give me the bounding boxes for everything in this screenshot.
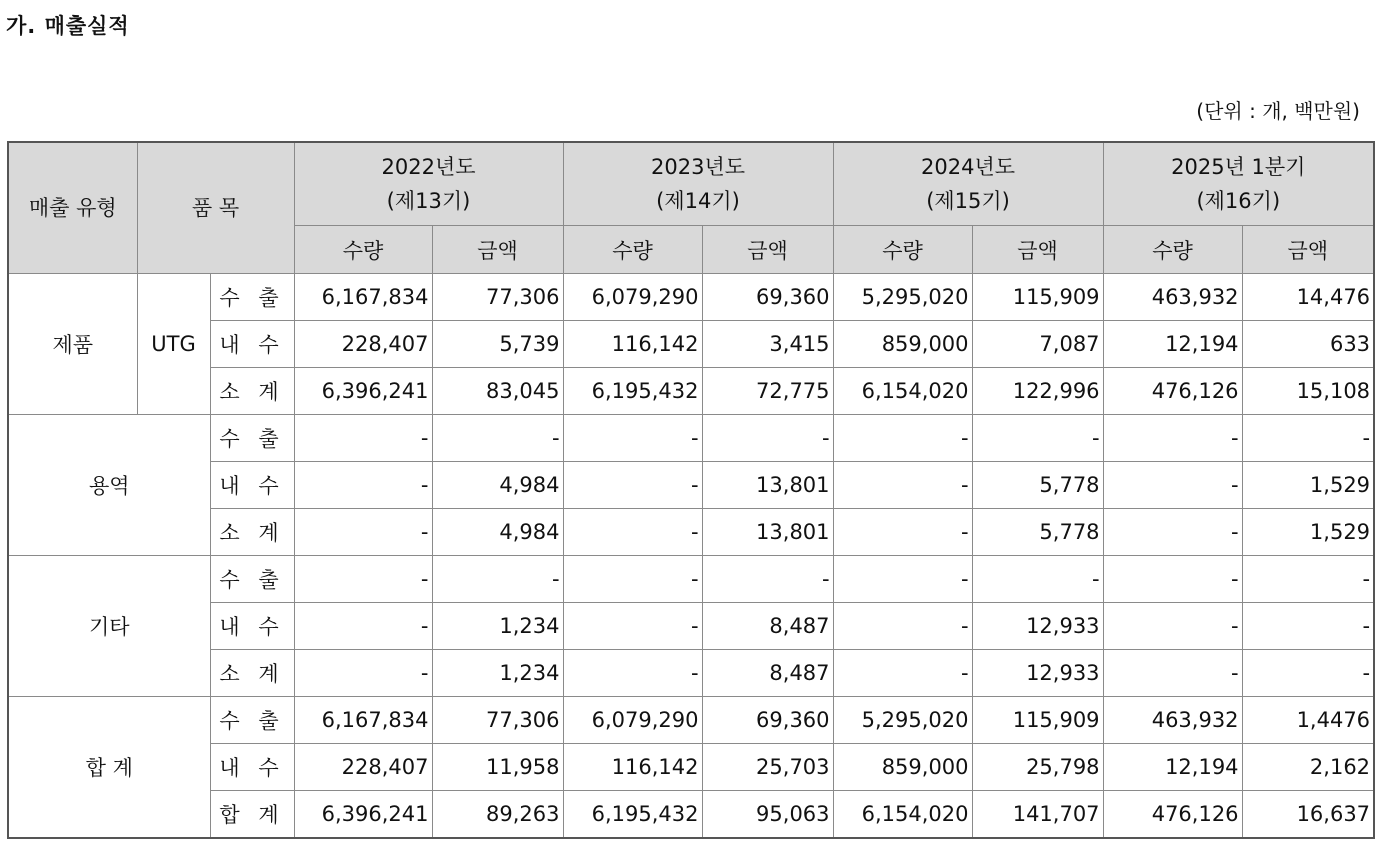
- header-quantity: 수량: [833, 226, 972, 274]
- value-cell: 89,263: [432, 791, 563, 839]
- value-cell: 633: [1242, 321, 1374, 368]
- value-cell: 463,932: [1103, 274, 1242, 321]
- period-term: (제15기): [926, 189, 1010, 213]
- header-amount: 금액: [1242, 226, 1374, 274]
- table-row: [8, 556, 1374, 603]
- value-cell: -: [563, 415, 702, 462]
- value-cell: 463,932: [1103, 697, 1242, 744]
- value-cell: -: [972, 556, 1103, 603]
- value-cell: 6,154,020: [833, 368, 972, 415]
- value-cell: -: [1242, 603, 1374, 650]
- value-cell: 13,801: [702, 462, 833, 509]
- sub-label-cell: 수 출: [210, 697, 294, 744]
- value-cell: 15,108: [1242, 368, 1374, 415]
- value-cell: 25,703: [702, 744, 833, 791]
- value-cell: 13,801: [702, 509, 833, 556]
- value-cell: 1,4476: [1242, 697, 1374, 744]
- value-cell: 1,234: [432, 603, 563, 650]
- value-cell: 3,415: [702, 321, 833, 368]
- value-cell: -: [294, 650, 432, 697]
- value-cell: -: [833, 650, 972, 697]
- value-cell: 5,778: [972, 509, 1103, 556]
- header-period: [1103, 142, 1374, 226]
- header-period: [563, 142, 833, 226]
- section-title: 가. 매출실적: [6, 14, 130, 38]
- table-row: [8, 274, 1374, 321]
- value-cell: 6,079,290: [563, 697, 702, 744]
- value-cell: -: [1242, 415, 1374, 462]
- sales-type-cell: 기타: [8, 556, 210, 697]
- value-cell: 116,142: [563, 321, 702, 368]
- value-cell: 4,984: [432, 509, 563, 556]
- table-row: [8, 603, 1374, 650]
- value-cell: 6,396,241: [294, 791, 432, 839]
- value-cell: 859,000: [833, 744, 972, 791]
- sub-label-cell: 수 출: [210, 415, 294, 462]
- value-cell: 476,126: [1103, 368, 1242, 415]
- value-cell: 141,707: [972, 791, 1103, 839]
- sales-type-cell: 제품: [8, 274, 137, 415]
- sub-label-cell: 내 수: [210, 603, 294, 650]
- value-cell: 77,306: [432, 697, 563, 744]
- value-cell: 72,775: [702, 368, 833, 415]
- value-cell: -: [833, 509, 972, 556]
- value-cell: -: [294, 415, 432, 462]
- sub-label-cell: 소 계: [210, 368, 294, 415]
- value-cell: -: [1103, 650, 1242, 697]
- period-year: 2022년도: [381, 155, 476, 179]
- value-cell: -: [563, 556, 702, 603]
- header-item: 품 목: [137, 142, 294, 274]
- period-year: 2025년 1분기: [1171, 155, 1306, 179]
- table-row: [8, 650, 1374, 697]
- value-cell: 5,295,020: [833, 697, 972, 744]
- value-cell: 12,194: [1103, 744, 1242, 791]
- value-cell: -: [833, 462, 972, 509]
- value-cell: -: [563, 509, 702, 556]
- header-quantity: 수량: [294, 226, 432, 274]
- sub-label-cell: 소 계: [210, 509, 294, 556]
- value-cell: -: [833, 415, 972, 462]
- value-cell: 6,167,834: [294, 274, 432, 321]
- sales-type-cell: 용역: [8, 415, 210, 556]
- period-term: (제14기): [656, 189, 740, 213]
- value-cell: 5,295,020: [833, 274, 972, 321]
- value-cell: 14,476: [1242, 274, 1374, 321]
- value-cell: -: [563, 650, 702, 697]
- value-cell: 1,529: [1242, 462, 1374, 509]
- value-cell: 16,637: [1242, 791, 1374, 839]
- value-cell: 115,909: [972, 274, 1103, 321]
- sub-label-cell: 내 수: [210, 321, 294, 368]
- table-row: [8, 509, 1374, 556]
- value-cell: 6,195,432: [563, 368, 702, 415]
- value-cell: -: [294, 556, 432, 603]
- header-quantity: 수량: [1103, 226, 1242, 274]
- sub-label-cell: 합 계: [210, 791, 294, 839]
- value-cell: -: [972, 415, 1103, 462]
- unit-note: (단위 : 개, 백만원): [1196, 99, 1360, 123]
- value-cell: 25,798: [972, 744, 1103, 791]
- value-cell: 4,984: [432, 462, 563, 509]
- header-amount: 금액: [702, 226, 833, 274]
- period-term: (제13기): [386, 189, 471, 213]
- header-period: [833, 142, 1103, 226]
- sub-label-cell: 내 수: [210, 744, 294, 791]
- value-cell: -: [1242, 650, 1374, 697]
- value-cell: -: [1242, 556, 1374, 603]
- value-cell: 12,194: [1103, 321, 1242, 368]
- value-cell: 95,063: [702, 791, 833, 839]
- sales-table: [7, 141, 1375, 839]
- value-cell: 228,407: [294, 744, 432, 791]
- table-row: [8, 415, 1374, 462]
- value-cell: -: [294, 509, 432, 556]
- value-cell: -: [833, 603, 972, 650]
- table-row: [8, 791, 1374, 839]
- value-cell: -: [833, 556, 972, 603]
- value-cell: 6,396,241: [294, 368, 432, 415]
- table-row: [8, 744, 1374, 791]
- value-cell: -: [1103, 415, 1242, 462]
- table-row: [8, 697, 1374, 744]
- value-cell: 6,195,432: [563, 791, 702, 839]
- header-amount: 금액: [972, 226, 1103, 274]
- value-cell: 83,045: [432, 368, 563, 415]
- value-cell: 7,087: [972, 321, 1103, 368]
- value-cell: 69,360: [702, 697, 833, 744]
- sub-label-cell: 내 수: [210, 462, 294, 509]
- value-cell: -: [1103, 603, 1242, 650]
- header-quantity: 수량: [563, 226, 702, 274]
- value-cell: 5,739: [432, 321, 563, 368]
- value-cell: 859,000: [833, 321, 972, 368]
- sub-label-cell: 수 출: [210, 556, 294, 603]
- value-cell: -: [702, 415, 833, 462]
- period-year: 2024년도: [921, 155, 1016, 179]
- value-cell: 1,529: [1242, 509, 1374, 556]
- value-cell: -: [1103, 462, 1242, 509]
- value-cell: 8,487: [702, 650, 833, 697]
- value-cell: 11,958: [432, 744, 563, 791]
- value-cell: -: [563, 603, 702, 650]
- value-cell: 8,487: [702, 603, 833, 650]
- value-cell: 116,142: [563, 744, 702, 791]
- value-cell: -: [702, 556, 833, 603]
- table-row: [8, 321, 1374, 368]
- value-cell: -: [563, 462, 702, 509]
- value-cell: 476,126: [1103, 791, 1242, 839]
- value-cell: 6,167,834: [294, 697, 432, 744]
- value-cell: 12,933: [972, 650, 1103, 697]
- value-cell: -: [294, 462, 432, 509]
- value-cell: 228,407: [294, 321, 432, 368]
- value-cell: 5,778: [972, 462, 1103, 509]
- value-cell: -: [294, 603, 432, 650]
- header-sales-type: 매출 유형: [8, 142, 137, 274]
- value-cell: 115,909: [972, 697, 1103, 744]
- period-year: 2023년도: [651, 155, 746, 179]
- value-cell: -: [432, 415, 563, 462]
- header-period: [294, 142, 563, 226]
- value-cell: 6,154,020: [833, 791, 972, 839]
- value-cell: 77,306: [432, 274, 563, 321]
- item-cell: UTG: [137, 274, 210, 415]
- value-cell: 122,996: [972, 368, 1103, 415]
- period-term: (제16기): [1196, 189, 1281, 213]
- value-cell: -: [1103, 509, 1242, 556]
- value-cell: 1,234: [432, 650, 563, 697]
- value-cell: -: [432, 556, 563, 603]
- table-row: [8, 368, 1374, 415]
- header-amount: 금액: [432, 226, 563, 274]
- value-cell: -: [1103, 556, 1242, 603]
- sub-label-cell: 소 계: [210, 650, 294, 697]
- sales-type-cell: 합 계: [8, 697, 210, 839]
- table-row: [8, 462, 1374, 509]
- value-cell: 69,360: [702, 274, 833, 321]
- value-cell: 6,079,290: [563, 274, 702, 321]
- value-cell: 2,162: [1242, 744, 1374, 791]
- sub-label-cell: 수 출: [210, 274, 294, 321]
- value-cell: 12,933: [972, 603, 1103, 650]
